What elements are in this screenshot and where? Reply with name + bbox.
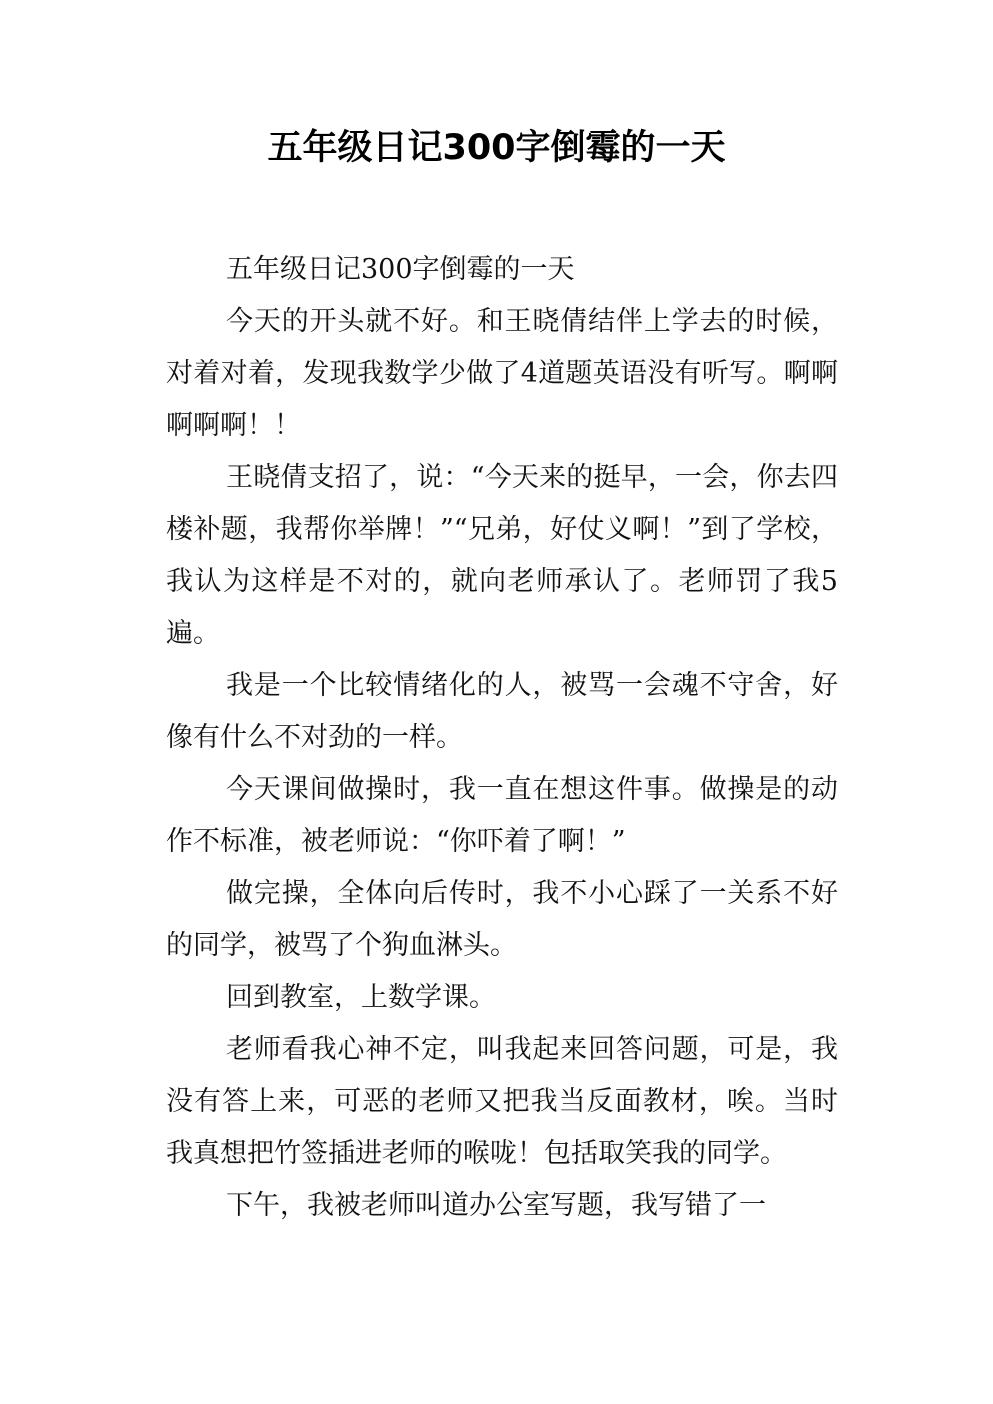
paragraph-8: 老师看我心神不定，叫我起来回答问题，可是，我没有答上来，可恶的老师又把我当反面教材，唉。当时我真想把竹签插进老师的喉咙！包括取笑我的同学。 (166, 1034, 838, 1169)
paragraph-4: 我是一个比较情绪化的人，被骂一会魂不守舍，好像有什么不对劲的一样。 (166, 670, 838, 753)
document-title: 五年级日记300字倒霉的一天 (267, 128, 726, 168)
paragraph-7: 回到教室，上数学课。 (226, 982, 496, 1013)
paragraph-5: 今天课间做操时，我一直在想这件事。做操是的动作不标准，被老师说：“你吓着了啊！” (166, 774, 838, 857)
paragraph-9: 下午，我被老师叫道办公室写题，我写错了一 (226, 1190, 766, 1221)
paragraph-3: 王晓倩支招了，说：“今天来的挺早，一会，你去四楼补题，我帮你举牌！”“兄弟，好仗义啊！”到了学校，我认为这样是不对的，就向老师承认了。老师罚了我5遍。 (166, 462, 838, 649)
document-body (166, 244, 838, 1232)
paragraph-1: 五年级日记300字倒霉的一天 (226, 254, 575, 285)
paragraph-2: 今天的开头就不好。和王晓倩结伴上学去的时候，对着对着，发现我数学少做了4道题英语没有听写。啊啊啊啊啊！！ (166, 306, 838, 441)
paragraph-6: 做完操，全体向后传时，我不小心踩了一关系不好的同学，被骂了个狗血淋头。 (166, 878, 838, 961)
